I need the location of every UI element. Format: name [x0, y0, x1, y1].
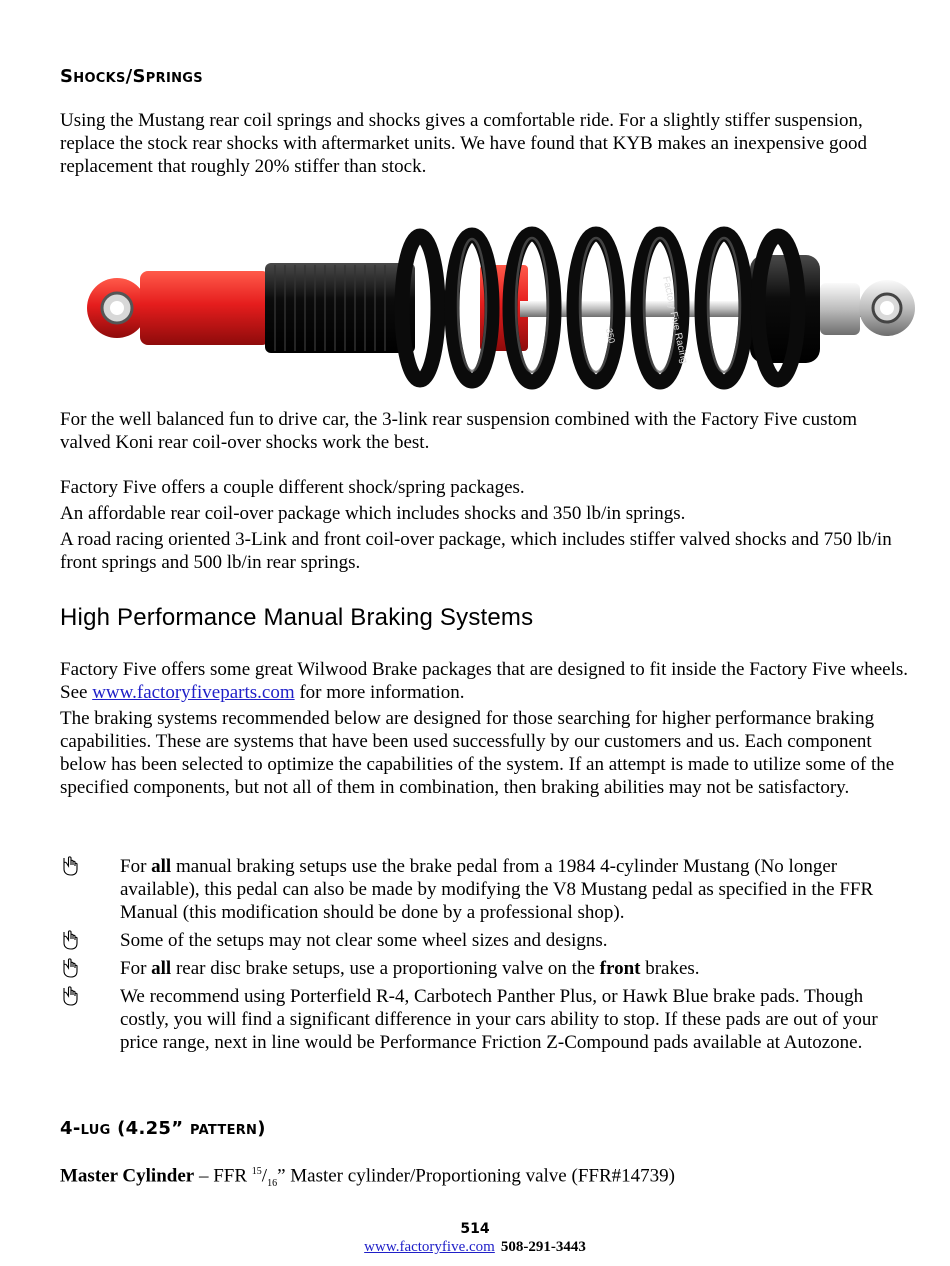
section-heading-braking: High Performance Manual Braking Systems: [60, 604, 534, 631]
shocks-intro-paragraph: Using the Mustang rear coil springs and shocks gives a comfortable ride. For a slightly stiffer suspension, replace the stock rear shocks with aftermarket units. We have found that KYB makes an inexpensive good replacement that roughly 20% stiffer than stock.: [60, 110, 867, 177]
package-affordable: An affordable rear coil-over package which includes shocks and 350 lb/in springs.: [60, 503, 686, 524]
package-road-racing: A road racing oriented 3-Link and front coil-over package, which includes stiffer valved shocks and 750 lb/in front springs and 500 lb/in rear springs.: [60, 529, 892, 573]
factoryfiveparts-link[interactable]: www.factoryfiveparts.com: [92, 682, 295, 703]
coilover-shock-photo: [60, 205, 940, 400]
after-photo-paragraph: For the well balanced fun to drive car, the 3-link rear suspension combined with the Factory Five custom valved Koni rear coil-over shocks work the best.: [60, 409, 858, 453]
page-number: 514: [460, 1221, 490, 1237]
braking-systems-paragraph: The braking systems recommended below are designed for those searching for higher performance braking capabilities. These are systems that have been used successfully by our customers and us. Each component below has been selected to optimize the capabilities of the system. If an attempt is made to utilize some of the specified components, but not all of them in combination, then braking abilities may not be satisfactory.: [60, 708, 895, 798]
pointing-hand-icon: [60, 855, 82, 877]
factoryfive-website-link[interactable]: www.factoryfive.com: [364, 1239, 495, 1255]
footer-contact: [0, 1239, 950, 1256]
list-item: We recommend using Porterfield R-4, Carbotech Panther Plus, or Hawk Blue brake pads. Though costly, you will find a significant difference in your cars ability to stop. If these pads are out of your price range, next in line would be Performance Friction Z-Compound pads available at Autozone.: [60, 985, 910, 1054]
braking-bullet-list: [60, 855, 910, 1054]
section-heading-4-lug: 4-lug (4.25” pattern): [60, 1118, 266, 1139]
section-heading-shocks: Shocks/Springs: [60, 66, 203, 87]
list-item: Some of the setups may not clear some wheel sizes and designs.: [60, 929, 910, 952]
list-item: For all manual braking setups use the brake pedal from a 1984 4-cylinder Mustang (No longer available), this pedal can also be made by modifying the V8 Mustang pedal as specified in the FFR Manual (this modification should be done by a professional shop).: [60, 855, 910, 924]
footer-phone: 508-291-3443: [500, 1239, 586, 1255]
pointing-hand-icon: [60, 929, 82, 951]
pointing-hand-icon: [60, 985, 82, 1007]
master-cylinder-line: Master Cylinder – FFR $^{15}/_{16}$” Master cylinder/Proportioning valve (FFR#14739): [60, 1165, 675, 1190]
spring-brand-label: Factory Five Racing: [660, 275, 690, 365]
spring-rate-label: 350: [604, 327, 617, 345]
wilwood-paragraph: Factory Five offers some great Wilwood Brake packages that are designed to fit inside the Factory Five wheels. See www.factoryfiveparts.com for more information.: [60, 659, 909, 703]
packages-intro: Factory Five offers a couple different shock/spring packages.: [60, 477, 525, 498]
list-item: For all rear disc brake setups, use a proportioning valve on the front brakes.: [60, 957, 910, 980]
pointing-hand-icon: [60, 957, 82, 979]
